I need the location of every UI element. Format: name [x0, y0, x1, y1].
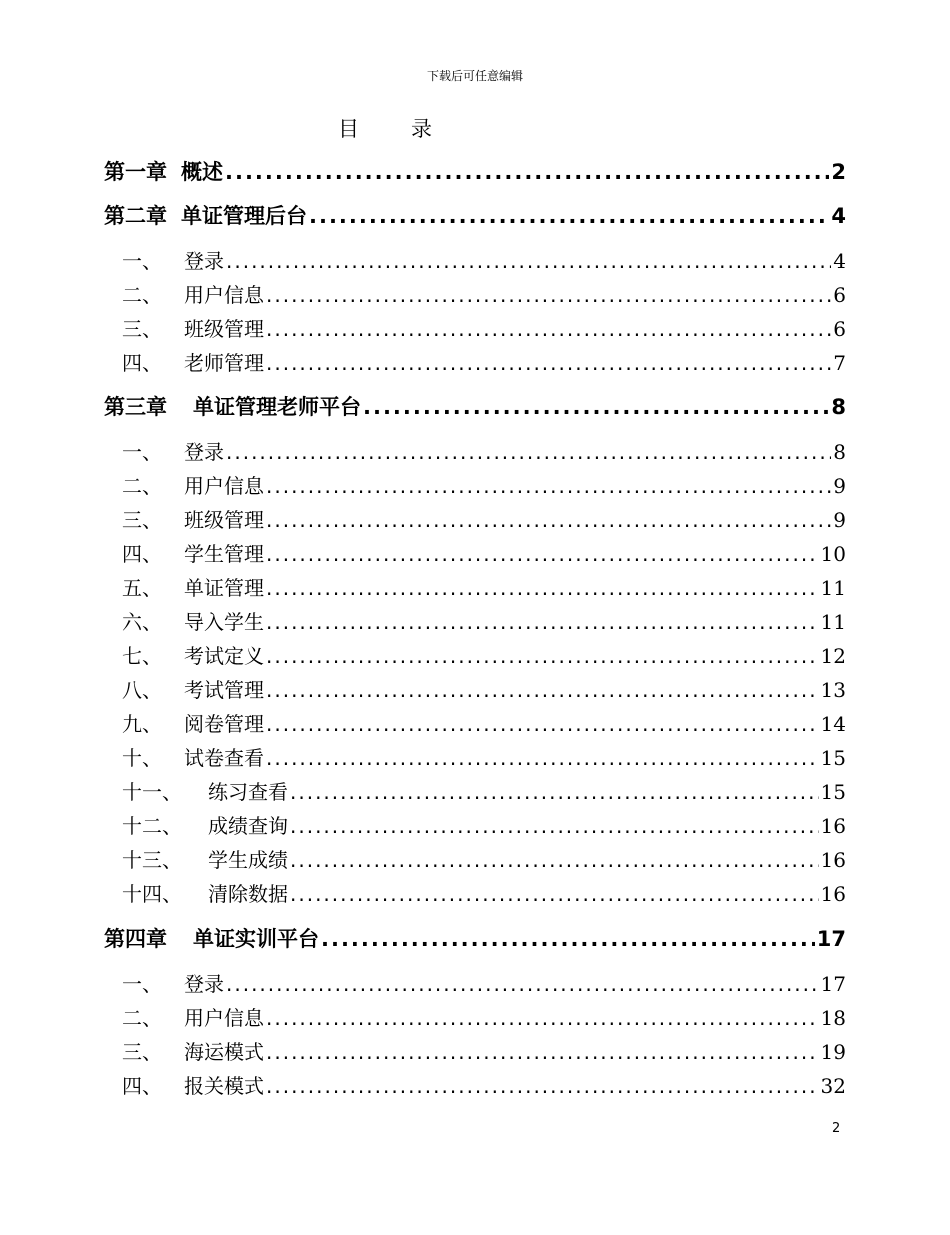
toc-entry-number: 四、 — [122, 1074, 162, 1098]
toc-dot-leader — [226, 971, 819, 997]
toc-entry-label: 单证管理 — [184, 576, 264, 600]
toc-entry-label: 考试管理 — [184, 678, 264, 702]
toc-chapter-entry[interactable] — [104, 925, 846, 953]
toc-section-entry[interactable] — [122, 1073, 846, 1099]
toc-entry-number: 十一、 — [122, 780, 182, 804]
toc-entry-page: 2 — [831, 160, 846, 184]
toc-entry-page: 13 — [820, 678, 846, 702]
toc-entry-page: 8 — [831, 395, 846, 419]
toc-section-entry[interactable] — [122, 316, 846, 342]
toc-entry-number: 九、 — [122, 712, 162, 736]
toc-section-entry[interactable] — [122, 813, 846, 839]
toc-dot-leader — [266, 711, 819, 737]
toc-dot-leader — [309, 202, 829, 230]
toc-dot-leader — [321, 925, 815, 953]
toc-dot-leader — [266, 282, 831, 308]
toc-dot-leader — [290, 847, 819, 873]
toc-dot-leader — [266, 541, 819, 567]
toc-section-entry[interactable] — [122, 609, 846, 635]
toc-entry-label: 成绩查询 — [208, 814, 288, 838]
toc-section-entry[interactable] — [122, 971, 846, 997]
toc-entry-label: 单证管理后台 — [181, 204, 307, 228]
toc-entry-page: 16 — [820, 848, 846, 872]
toc-entry-number: 四、 — [122, 542, 162, 566]
toc-entry-number: 第一章 — [104, 160, 167, 184]
toc-entry-number: 五、 — [122, 576, 162, 600]
toc-dot-leader — [226, 248, 831, 274]
toc-entry-number: 三、 — [122, 1040, 162, 1064]
toc-entry-number: 一、 — [122, 249, 162, 273]
toc-section-entry[interactable] — [122, 1005, 846, 1031]
toc-entry-page: 7 — [833, 351, 846, 375]
toc-section-entry[interactable] — [122, 881, 846, 907]
toc-dot-leader — [266, 677, 819, 703]
toc-entry-page: 32 — [820, 1074, 846, 1098]
toc-section-entry[interactable] — [122, 248, 846, 274]
toc-entry-label: 班级管理 — [184, 508, 264, 532]
toc-entry-page: 18 — [820, 1006, 846, 1030]
toc-dot-leader — [266, 575, 819, 601]
toc-title-char-1: 目 — [338, 117, 359, 141]
toc-entry-page: 11 — [820, 576, 846, 600]
toc-section-entry[interactable] — [122, 745, 846, 771]
toc-section-entry[interactable] — [122, 847, 846, 873]
toc-section-entry[interactable] — [122, 282, 846, 308]
toc-entry-label: 班级管理 — [184, 317, 264, 341]
toc-entry-number: 第四章 — [104, 927, 167, 951]
toc-entry-page: 16 — [820, 882, 846, 906]
toc-section-entry[interactable] — [122, 711, 846, 737]
toc-dot-leader — [266, 507, 831, 533]
toc-entry-page: 10 — [820, 542, 846, 566]
toc-section-entry[interactable] — [122, 541, 846, 567]
toc-dot-leader — [266, 316, 831, 342]
toc-entry-number: 六、 — [122, 610, 162, 634]
toc-section-entry[interactable] — [122, 1039, 846, 1065]
toc-chapter-entry[interactable] — [104, 202, 846, 230]
toc-entry-label: 用户信息 — [184, 1006, 264, 1030]
toc-entry-number: 二、 — [122, 283, 162, 307]
toc-dot-leader — [266, 1005, 819, 1031]
toc-dot-leader — [266, 350, 831, 376]
toc-dot-leader — [290, 813, 819, 839]
toc-entry-label: 单证实训平台 — [193, 927, 319, 951]
toc-entry-number: 八、 — [122, 678, 162, 702]
toc-entry-label: 试卷查看 — [184, 746, 264, 770]
toc-entry-label: 海运模式 — [184, 1040, 264, 1064]
toc-entry-page: 19 — [820, 1040, 846, 1064]
toc-title-char-2: 录 — [411, 117, 432, 141]
toc-entry-label: 报关模式 — [184, 1074, 264, 1098]
toc-entry-page: 16 — [820, 814, 846, 838]
toc-entry-label: 登录 — [184, 972, 224, 996]
toc-entry-label: 考试定义 — [184, 644, 264, 668]
toc-section-entry[interactable] — [122, 507, 846, 533]
toc-entry-label: 登录 — [184, 249, 224, 273]
toc-entry-number: 十、 — [122, 746, 162, 770]
toc-dot-leader — [266, 1039, 819, 1065]
toc-entry-number: 二、 — [122, 474, 162, 498]
toc-entry-number: 第三章 — [104, 395, 167, 419]
toc-entry-number: 第二章 — [104, 204, 167, 228]
toc-section-entry[interactable] — [122, 350, 846, 376]
toc-entry-page: 9 — [833, 508, 846, 532]
toc-entry-label: 用户信息 — [184, 283, 264, 307]
toc-entry-page: 11 — [820, 610, 846, 634]
toc-entry-page: 9 — [833, 474, 846, 498]
toc-dot-leader — [226, 439, 831, 465]
toc-section-entry[interactable] — [122, 473, 846, 499]
header-note: 下载后可任意编辑 — [426, 69, 523, 83]
toc-dot-leader — [266, 609, 819, 635]
toc-section-entry[interactable] — [122, 779, 846, 805]
toc-entry-label: 用户信息 — [184, 474, 264, 498]
toc-entry-number: 三、 — [122, 317, 162, 341]
toc-entry-label: 导入学生 — [184, 610, 264, 634]
toc-dot-leader — [290, 779, 819, 805]
toc-entry-label: 清除数据 — [208, 882, 288, 906]
toc-entry-page: 14 — [820, 712, 846, 736]
toc-entry-number: 二、 — [122, 1006, 162, 1030]
page-number: 2 — [832, 1121, 841, 1136]
toc-section-entry[interactable] — [122, 439, 846, 465]
toc-section-entry[interactable] — [122, 643, 846, 669]
toc-chapter-entry[interactable] — [104, 158, 846, 186]
toc-dot-leader — [225, 158, 829, 186]
toc-section-entry[interactable] — [122, 575, 846, 601]
toc-entry-page: 6 — [833, 283, 846, 307]
toc-entry-label: 阅卷管理 — [184, 712, 264, 736]
toc-dot-leader — [266, 1073, 819, 1099]
toc-entry-label: 学生管理 — [184, 542, 264, 566]
toc-entry-page: 17 — [820, 972, 846, 996]
toc-dot-leader — [290, 881, 819, 907]
toc-entry-label: 单证管理老师平台 — [193, 395, 361, 419]
toc-entry-number: 四、 — [122, 351, 162, 375]
toc-entry-label: 学生成绩 — [208, 848, 288, 872]
toc-entry-label: 登录 — [184, 440, 224, 464]
toc-entry-number: 十四、 — [122, 882, 182, 906]
toc-entry-label: 概述 — [181, 160, 223, 184]
toc-entry-number: 一、 — [122, 972, 162, 996]
toc-dot-leader — [266, 643, 819, 669]
toc-section-entry[interactable] — [122, 677, 846, 703]
toc-dot-leader — [363, 393, 829, 421]
toc-entry-label: 老师管理 — [184, 351, 264, 375]
toc-entry-page: 12 — [820, 644, 846, 668]
toc-dot-leader — [266, 473, 831, 499]
toc-entry-page: 8 — [833, 440, 846, 464]
toc-entry-number: 十三、 — [122, 848, 182, 872]
toc-entry-number: 三、 — [122, 508, 162, 532]
toc-entry-page: 17 — [816, 927, 846, 951]
toc-entry-label: 练习查看 — [208, 780, 288, 804]
toc-chapter-entry[interactable] — [104, 393, 846, 421]
toc-entry-page: 6 — [833, 317, 846, 341]
toc-entry-number: 十二、 — [122, 814, 182, 838]
toc-dot-leader — [266, 745, 819, 771]
toc-entry-page: 15 — [820, 746, 846, 770]
toc-entry-number: 一、 — [122, 440, 162, 464]
toc-entry-page: 15 — [820, 780, 846, 804]
toc-entry-page: 4 — [833, 249, 846, 273]
toc-entry-page: 4 — [831, 204, 846, 228]
toc-entry-number: 七、 — [122, 644, 162, 668]
